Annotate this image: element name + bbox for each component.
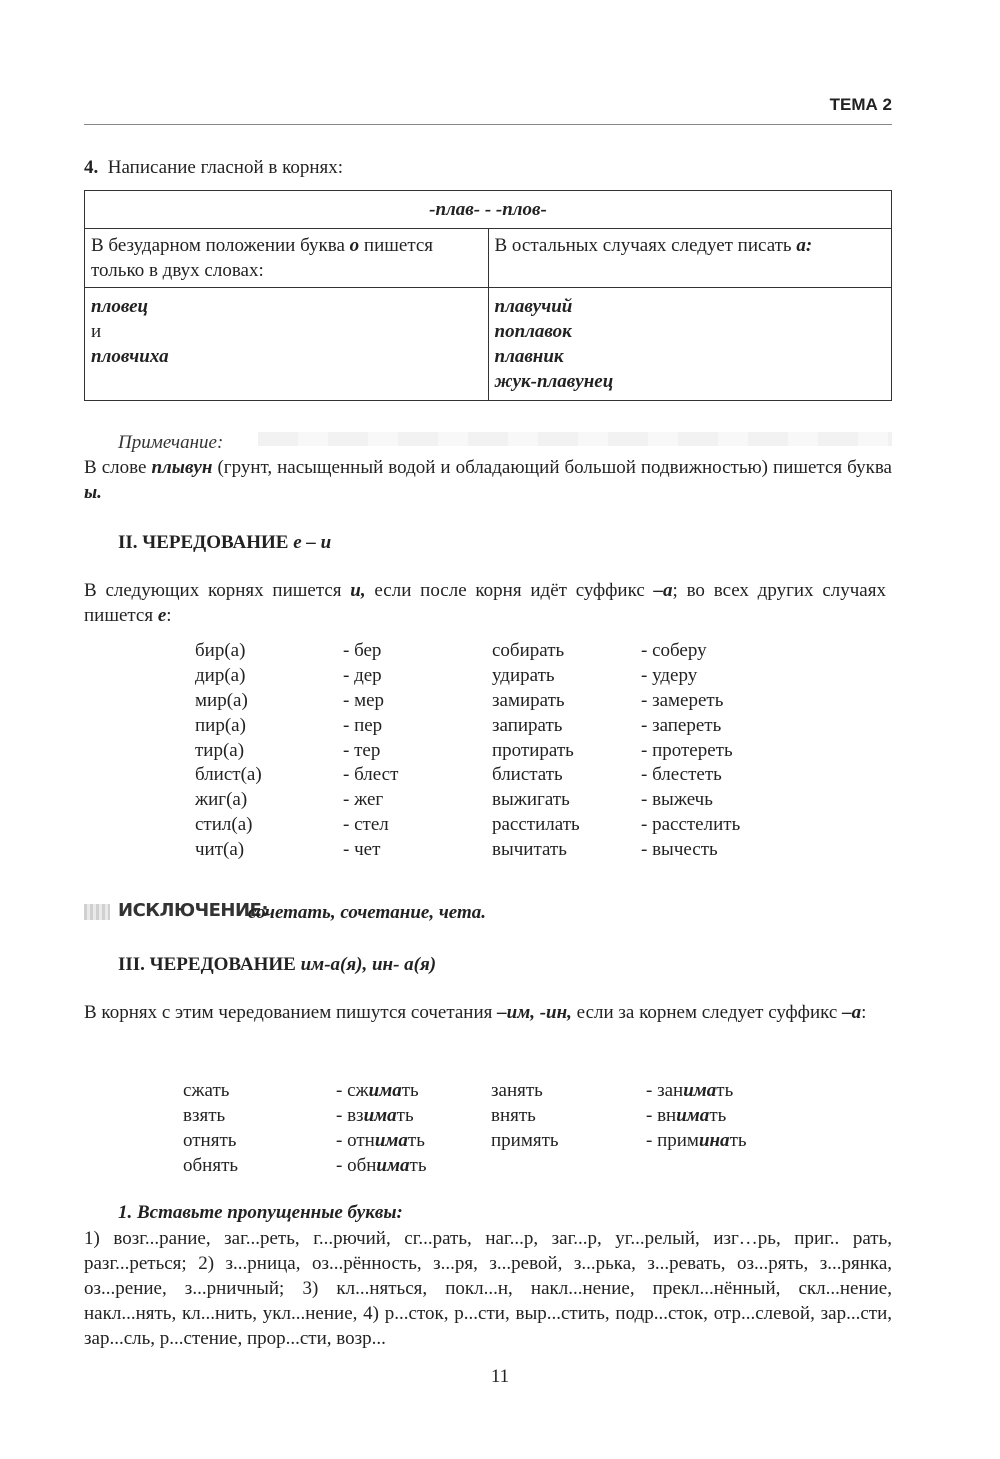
table-left-words xyxy=(85,288,489,401)
item-title: Написание гласной в корнях: xyxy=(107,157,344,178)
table-right-words xyxy=(488,288,892,401)
word-plovchikha: пловчиха xyxy=(91,346,169,367)
table-right-rule: В остальных случаях следует писать а: xyxy=(488,229,892,288)
alternation-e-i-list: бир(а) - бер собирать - соберу дир(а) - дер удирать - удеру мир(а) - мер замирать - замереть пир(а) - пер запирать - запереть тир(а) - тер протирать - протереть блист(а) - блест блистать - блестеть жиг(а) - жег выжигать - выжечь стил(а) - стел расстилать - расстелить чит(а) - чет вычитать - вычесть xyxy=(195,640,741,860)
header-divider xyxy=(84,124,892,125)
exercise-title: 1. Вставьте пропущенные буквы: xyxy=(118,1202,403,1223)
note-highlight-strip xyxy=(258,432,892,446)
section-3-paragraph: В корнях с этим чередованием пишутся сочетания –им, -ин, если за корнем следует суффикс –а: xyxy=(84,1002,867,1023)
exception-marker xyxy=(84,904,110,920)
item-4-heading xyxy=(84,155,343,180)
exception-text: сочетать, сочетание, чета. xyxy=(248,902,487,923)
topic-header: ТЕМА 2 xyxy=(829,95,892,114)
word-plavnik: плавник xyxy=(494,346,564,367)
section-3-heading: III. ЧЕРЕДОВАНИЕ им-а(я), ин- а(я) xyxy=(118,954,437,975)
word-zhuk-plavunets: жук-плавунец xyxy=(494,371,614,392)
exercise-text: 1) возг...рание, заг...реть, г...рючий, сг...рать, наг...р, заг...р, уг...релый, изг…рь, приг.. рать, разг...реться; 2) з...рница, оз...рённость, з...ря, з...ревой, з...рька, з...ревать, оз...рять, з...рянка, оз...рение, з...рничный; 3) кл...няться, покл...н, накл...нение, прекл...нённый, скл...нение, накл...нять, кл...нить, укл...нение, 4) р...сток, р...сти, выр...стить, подр...сток, отр...слевой, зар...сти, зар...сль, р...стение, прор...сти, возр... xyxy=(84,1228,892,1349)
item-number: 4. xyxy=(84,157,99,178)
note-label: Примечание: xyxy=(118,432,224,453)
letter-o: о xyxy=(349,235,360,256)
rule-table xyxy=(84,190,892,401)
section-2-heading: II. ЧЕРЕДОВАНИЕ е – и xyxy=(118,532,332,553)
note-body: В слове плывун (грунт, насыщенный водой и обладающий большой подвижностью) пишется буква ы. xyxy=(84,457,892,503)
word-plyvun: плывун xyxy=(151,457,213,478)
alternation-im-in-list: сжать - сжимать занять - занимать взять - взимать внять - внимать отнять - отнимать примять - приминать обнять - обнимать xyxy=(183,1080,747,1176)
word-poplavok: поплавок xyxy=(494,321,572,342)
letter-a: а: xyxy=(796,235,813,256)
table-heading: -плав- - -плов- xyxy=(85,191,892,229)
table-left-rule: В безударном положении буква о пишется только в двух словах: xyxy=(85,229,489,288)
section-2-paragraph: В следующих корнях пишется и, если после корня идёт суффикс –а; во всех других случаях пишется е: xyxy=(84,580,886,626)
word-plavuchiy: плавучий xyxy=(494,296,573,317)
word-plovets: пловец xyxy=(91,296,149,317)
exception-label: ИСКЛЮЧЕНИЕ: xyxy=(118,900,269,921)
page-number: 11 xyxy=(490,1366,510,1387)
word-i: и xyxy=(91,321,102,342)
